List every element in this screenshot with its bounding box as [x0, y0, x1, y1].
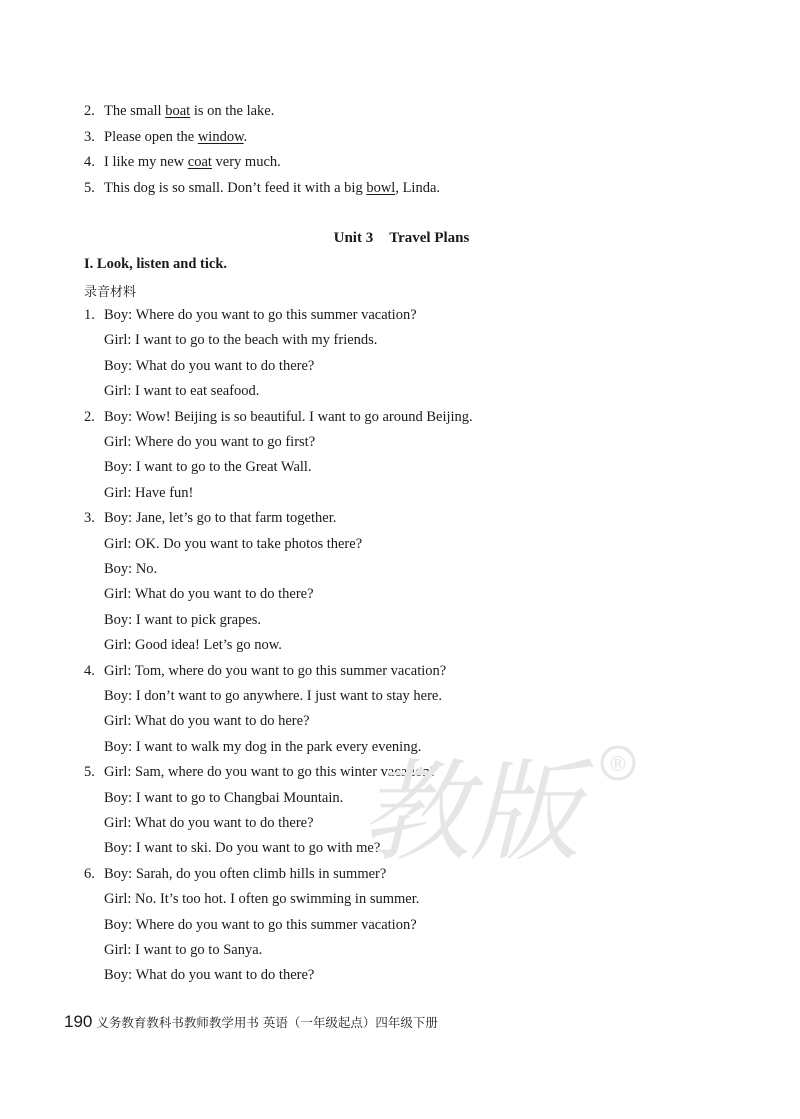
dialogue-line	[104, 890, 419, 908]
dialogue-text: Boy: I want to go to the Great Wall.	[104, 459, 312, 476]
dialogue-text: Girl: What do you want to do there?	[104, 815, 314, 831]
dialogue-line	[104, 789, 343, 807]
dialogue-line	[84, 865, 386, 883]
dialogue-text: Boy: Sarah, do you often climb hills in summer?	[104, 865, 387, 882]
item-number: 3.	[84, 128, 95, 145]
watermark-text: 教版	[360, 748, 580, 875]
dialogue-text: Boy: I want to go to Changbai Mountain.	[104, 789, 344, 806]
dialogue-line	[104, 458, 312, 476]
page-footer	[64, 1012, 438, 1032]
dialogue-text: Girl: I want to go to Sanya.	[104, 942, 263, 958]
dialogue-line	[104, 331, 377, 349]
sentence-text: Please open the	[104, 128, 198, 145]
dialogue-line	[84, 408, 473, 426]
dialogue-line	[104, 357, 314, 375]
underlined-word: coat	[187, 154, 212, 170]
dialogue-line	[104, 636, 282, 654]
dialogue-text: Girl: Where do you want to go first?	[104, 434, 316, 450]
dialogue-line	[104, 941, 262, 959]
sentence-item	[84, 102, 274, 120]
registered-mark: ®	[608, 752, 628, 776]
dialogue-text: Boy: I want to walk my dog in the park every evening.	[104, 738, 422, 755]
sentence-text: This dog is so small. Don’t feed it with a big	[104, 179, 367, 196]
sentence-text: very much.	[211, 154, 281, 170]
dialogue-text: Boy: I want to pick grapes.	[104, 611, 262, 628]
sentence-text: The small	[104, 103, 166, 119]
dialogue-number: 6.	[84, 865, 95, 882]
unit-title	[0, 230, 800, 247]
dialogue-line	[104, 814, 314, 832]
recording-label: 录音材料	[84, 285, 137, 300]
dialogue-text: Boy: Wow! Beijing is so beautiful. I want to go around Beijing.	[104, 408, 473, 425]
dialogue-line	[84, 306, 417, 324]
dialogue-line	[104, 966, 314, 984]
dialogue-text: Girl: Sam, where do you want to go this winter vacation?	[104, 764, 437, 781]
underlined-word: window	[197, 128, 244, 145]
dialogue-line	[104, 611, 261, 629]
item-number: 2.	[84, 103, 95, 119]
dialogue-line	[104, 560, 157, 578]
dialogue-text: Boy: What do you want to do there?	[104, 357, 315, 374]
dialogue-number: 4.	[84, 662, 95, 679]
section-heading: I. Look, listen and tick.	[84, 256, 228, 272]
dialogue-line	[84, 509, 336, 527]
publisher-watermark	[360, 735, 660, 875]
unit-name: Travel Plans	[389, 230, 470, 246]
dialogue-line	[104, 916, 417, 934]
sentence-item	[84, 179, 440, 197]
dialogue-text: Boy: Jane, let’s go to that farm together.	[104, 510, 337, 527]
dialogue-text: Girl: I want to go to the beach with my friends.	[104, 332, 378, 349]
dialogue-line	[104, 433, 315, 451]
dialogue-line	[104, 484, 193, 502]
underlined-word: bowl	[366, 179, 396, 196]
sentence-text: .	[243, 128, 248, 145]
dialogue-number: 1.	[84, 307, 95, 323]
dialogue-line	[104, 585, 314, 603]
unit-number: Unit 3	[333, 230, 374, 246]
sentence-item	[84, 128, 247, 146]
item-number: 4.	[84, 154, 95, 170]
dialogue-text: Girl: Tom, where do you want to go this summer vacation?	[104, 662, 447, 679]
dialogue-line	[104, 382, 259, 400]
dialogue-text: Girl: No. It’s too hot. I often go swimming in summer.	[104, 891, 420, 908]
sentence-text: , Linda.	[395, 179, 441, 196]
page-number: 190	[64, 1012, 93, 1031]
dialogue-text: Boy: I want to ski. Do you want to go with me?	[104, 840, 381, 857]
item-number: 5.	[84, 179, 95, 196]
dialogue-line	[104, 535, 362, 553]
underlined-word: boat	[165, 103, 191, 119]
dialogue-text: Boy: What do you want to do there?	[104, 967, 315, 984]
dialogue-number: 2.	[84, 408, 95, 425]
dialogue-number: 5.	[84, 764, 95, 781]
dialogue-line	[84, 662, 446, 680]
dialogue-text: Boy: I don’t want to go anywhere. I just want to stay here.	[104, 688, 442, 704]
dialogue-line	[104, 839, 380, 857]
dialogue-line	[104, 712, 310, 730]
dialogue-text: Girl: What do you want to do here?	[104, 713, 310, 730]
sentence-text: is on the lake.	[190, 103, 275, 119]
dialogue-text: Girl: OK. Do you want to take photos there?	[104, 535, 363, 552]
sentence-text: I like my new	[104, 154, 188, 170]
dialogue-text: Boy: Where do you want to go this summer vacation?	[104, 916, 417, 933]
dialogue-text: Girl: I want to eat seafood.	[104, 383, 260, 400]
dialogue-text: Boy: Where do you want to go this summer vacation?	[104, 307, 417, 323]
dialogue-text: Girl: Have fun!	[104, 484, 194, 501]
sentence-item	[84, 153, 281, 171]
dialogue-text: Girl: What do you want to do there?	[104, 586, 314, 603]
dialogue-text: Girl: Good idea! Let’s go now.	[104, 637, 282, 654]
book-title: 义务教育教科书教师教学用书 英语（一年级起点）四年级下册	[96, 1015, 438, 1030]
dialogue-number: 3.	[84, 510, 95, 527]
dialogue-line	[104, 687, 442, 705]
dialogue-text: Boy: No.	[104, 561, 158, 577]
